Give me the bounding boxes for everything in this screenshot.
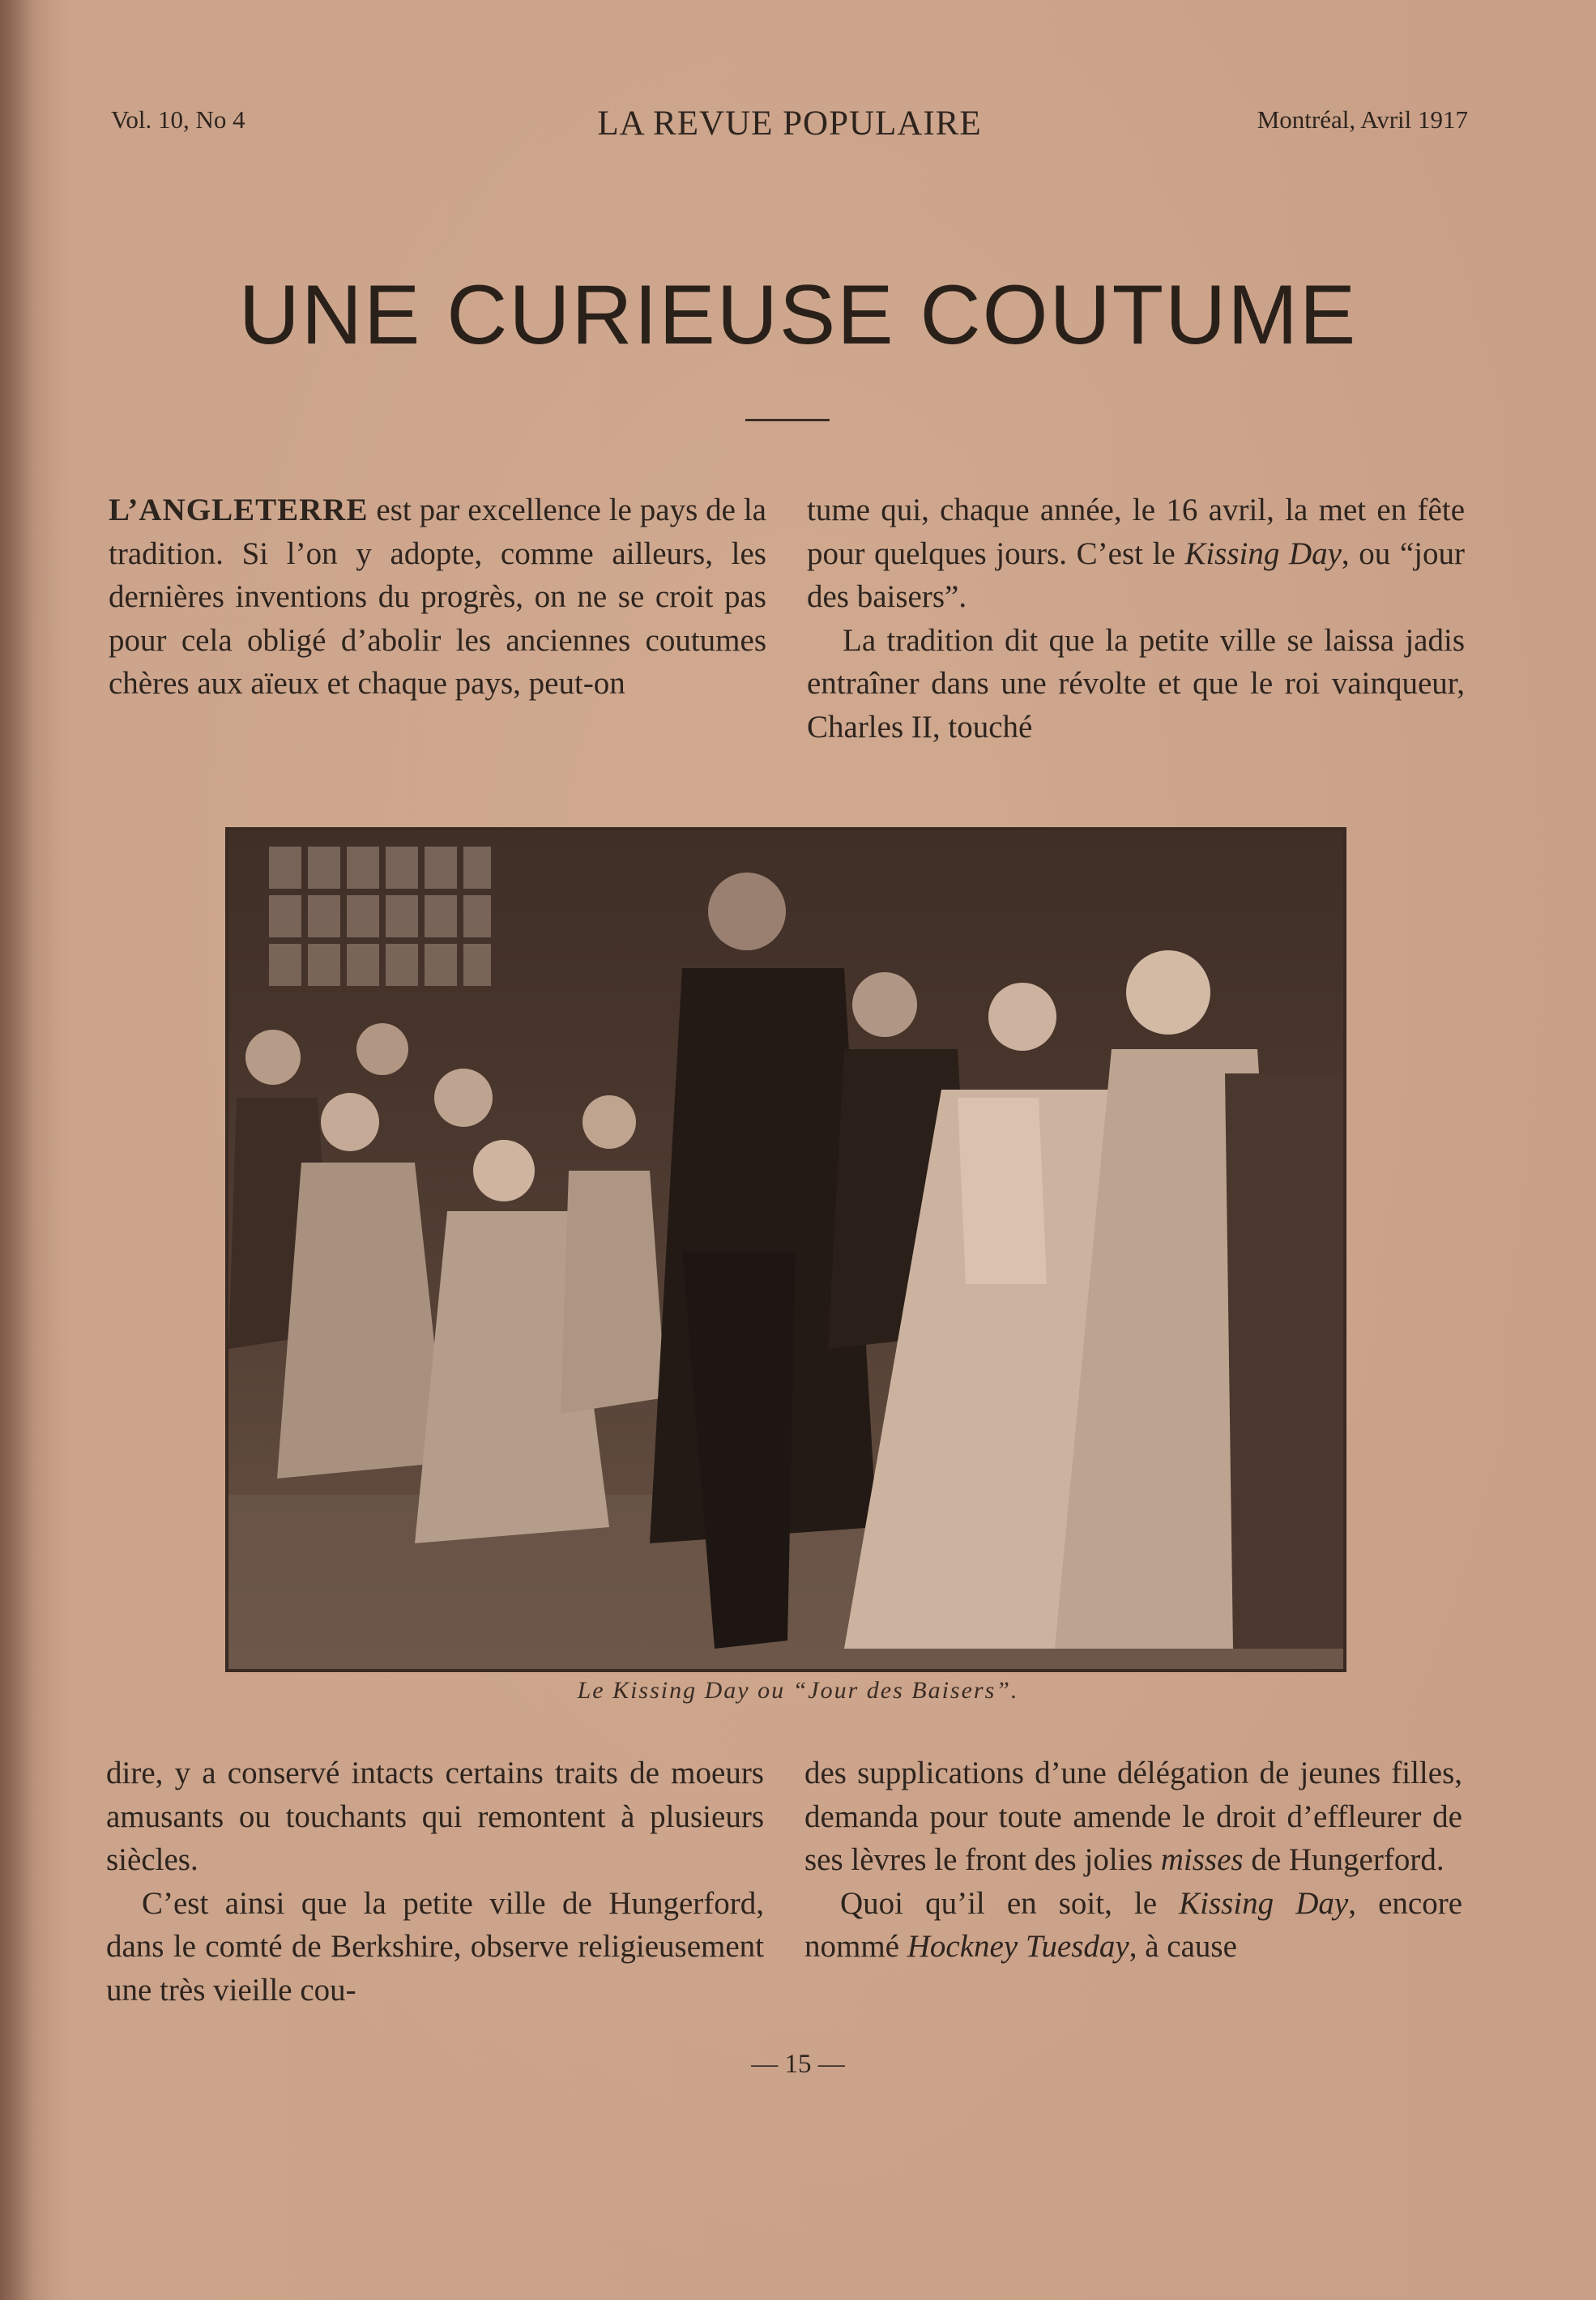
text-run: , ou “jour des baisers”. — [807, 536, 1465, 614]
paragraph-text: est par excellence le pays de la tradition. Si l’on y adopte, comme ailleurs, les dernières inventions du progrès, on ne se croit pas pour cela obligé d’abolir les anciennes coutumes chères aux aïeux et chaque pays, peut-on — [109, 493, 766, 701]
paragraph — [804, 1882, 1462, 1969]
volume-number: Vol. 10, No 4 — [111, 105, 245, 134]
paragraph: La tradition dit que la petite ville se laissa jadis entraîner dans une révolte et que le roi vainqueur, Charles II, touché — [807, 622, 1465, 745]
place-date: Montréal, Avril 1917 — [1257, 105, 1468, 134]
lead-word: L’ANGLETERRE — [109, 493, 369, 527]
page-number: — 15 — — [751, 2050, 845, 2079]
paragraph — [807, 489, 1465, 619]
title-rule — [745, 419, 830, 421]
article-title: UNE CURIEUSE COUTUME — [238, 268, 1358, 362]
photograph — [225, 827, 1346, 1672]
text-run: des supplications d’une délégation de jeunes filles, demanda pour toute amende le droit d’effleurer de ses lèvres le front des jolies — [804, 1756, 1462, 1877]
paragraph — [804, 1752, 1462, 1882]
paragraph: C’est ainsi que la petite ville de Hungerford, dans le comté de Berkshire, observe religieusement une très vieille cou- — [106, 1885, 764, 2008]
text-run: tume qui, chaque année, le 16 avril, la met en fête pour quelques jours. C’est le — [807, 493, 1465, 571]
text-run: de Hungerford. — [1243, 1842, 1445, 1877]
photo-caption: Le Kissing Day ou “Jour des Baisers”. — [577, 1677, 1019, 1704]
emphasis: misses — [1160, 1842, 1244, 1877]
column-1 — [109, 489, 766, 706]
column-4 — [804, 1752, 1462, 1969]
column-3 — [106, 1752, 764, 2012]
text-run: , à cause — [1129, 1929, 1237, 1964]
journal-name: LA REVUE POPULAIRE — [597, 105, 982, 143]
text-run: , encore nommé — [804, 1885, 1463, 1964]
emphasis: Hockney Tuesday — [907, 1929, 1129, 1964]
paragraph — [109, 489, 766, 706]
emphasis: Kissing Day — [1179, 1885, 1349, 1921]
paragraph: dire, y a conservé intacts certains traits de moeurs amusants ou touchants qui remontent à plusieurs siècles. — [106, 1756, 764, 1877]
column-2 — [807, 489, 1465, 749]
running-head — [111, 105, 1468, 146]
emphasis: Kissing Day — [1184, 536, 1342, 571]
photo-illustration — [228, 830, 1343, 1669]
text-run: Quoi qu’il en soit, le — [840, 1885, 1180, 1921]
